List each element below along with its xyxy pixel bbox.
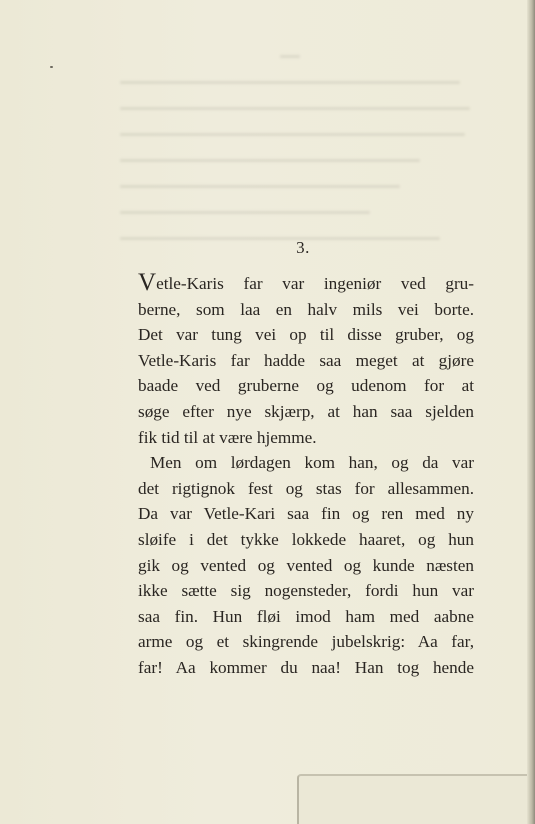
drop-cap: V [138, 270, 157, 296]
text-line: sløife i det tykke lokkede haaret, og hun [138, 529, 474, 549]
text-line: Da var Vetle-Kari saa fin og ren med ny [138, 504, 474, 524]
text-line: ikke sætte sig nogensteder, fordi hun var [138, 581, 474, 601]
text-line: Vetle-Karis far var ingeniør ved gru- [138, 270, 474, 296]
text-line: gik og vented og vented og kunde næsten [138, 555, 474, 575]
text-line: baade ved gruberne og udenom for at [138, 376, 474, 396]
underlying-page-corner [297, 774, 527, 824]
text-line: Vetle-Karis far hadde saa meget at gjøre [138, 350, 474, 370]
text-line: Det var tung vei op til disse gruber, og [138, 325, 474, 345]
text-line: søge efter nye skjærp, at han saa sjelden [138, 401, 474, 421]
text-line: far! Aa kommer du naa! Han tog hende [138, 657, 474, 677]
text-line: fik tid til at være hjemme. [138, 427, 317, 447]
paper-speck [50, 66, 53, 68]
text-line: berne, som laa en halv mils vei borte. [138, 299, 474, 319]
page-edge [527, 0, 535, 824]
text-line: arme og et skingrende jubelskrig: Aa far, [138, 632, 474, 652]
text-line: saa fin. Hun fløi imod ham med aabne [138, 606, 474, 626]
text-line: det rigtignok fest og stas for allesammen. [138, 478, 474, 498]
text-line: Men om lørdagen kom han, og da var [150, 453, 474, 473]
chapter-number: 3. [296, 238, 310, 257]
body-text [138, 270, 474, 681]
